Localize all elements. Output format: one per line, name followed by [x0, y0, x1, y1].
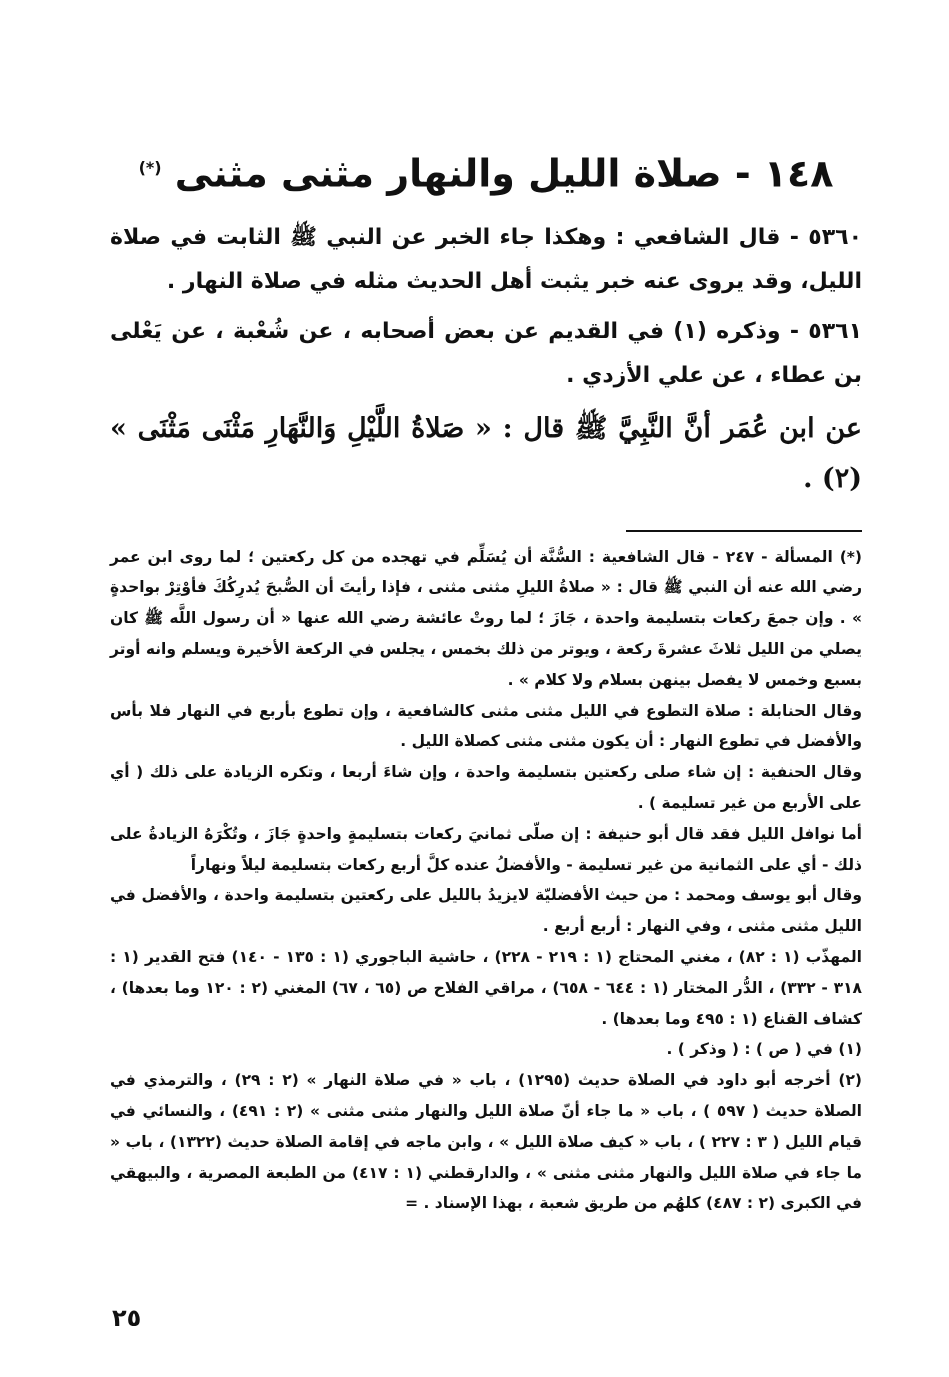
hadith-text: عن ابن عُمَر أنَّ النَّبِيَّ ﷺ قال : « صَلاةُ اللَّيْلِ وَالنَّهَارِ مَثْنَى مَثْنَى » (٢) . — [110, 412, 862, 494]
section-heading — [110, 140, 862, 202]
page-content — [110, 140, 862, 1219]
footnote-masala: (*) المسألة - ٢٤٧ - قال الشافعية : السُّنَّة أن يُسَلِّم في تهجده من كل ركعتين ؛ لما روى ابن عمر رضي الله عنه أن النبي ﷺ قال : « صلاةُ الليلِ مثنى مثنى ، فإذا رأيتَ أن الصُّبحَ يُدرِكُكَ فأوْتِرْ بواحدةٍ » . وإن جمعَ ركعات بتسليمة واحدة ، جَازَ ؛ لما روتْ عائشة رضي الله عنها « أن رسول اللَّه ﷺ كان يصلي من الليل ثلاثَ عشرةَ ركعة ، ويوتر من ذلك بخمس ، يجلس في الركعة الأخيرة ويسلم وانه أوتر بسبع وخمس لا يفصل بينهن بسلام ولا كلام » . — [110, 547, 862, 689]
paragraph-5361: ٥٣٦١ - وذكره (١) في القديم عن بعض أصحابه ، عن شُعْبة ، عن يَعْلى بن عطاء ، عن علي الأزدي . — [110, 318, 862, 388]
footnote-abu-yusuf: وقال أبو يوسف ومحمد : من حيث الأفضليّة لايزيدُ بالليل على ركعتين بتسليمة واحدة ، والأفضل في الليل مثنى مثنى ، وفي النهار : أربع أربع . — [110, 886, 862, 936]
paragraph-5360: ٥٣٦٠ - قال الشافعي : وهكذا جاء الخبر عن النبي ﷺ الثابت في صلاة الليل، وقد يروى عنه خبر يثبت أهل الحديث مثله في صلاة النهار . — [110, 224, 862, 294]
heading-marker: (*) — [138, 158, 162, 177]
footnote-hanabila: وقال الحنابلة : صلاة التطوع في الليل مثنى مثنى كالشافعية ، وإن تطوع بأربع في النهار فلا بأس والأفضل في تطوع النهار : أن يكون مثنى مثنى كصلاة الليل . — [110, 701, 862, 751]
footnote-hanafiya: وقال الحنفية : إن شاء صلى ركعتين بتسليمة واحدة ، وإن شاءَ أربعا ، وتكره الزيادة على ذلك ( أي على الأربع من غير تسليمة ) . — [110, 763, 862, 813]
footnote-abu-hanifa: أما نوافل الليل فقد قال أبو حنيفة : إن صلّى ثمانيَ ركعات بتسليمةٍ واحدةٍ جَازَ ، وتُكْرَهُ الزيادةُ على ذلك - أي على الثمانية من غير تسليمة - والأفضلُ عنده كلَّ أربع ركعات بتسليمة ليلاً ونهاراً — [110, 824, 862, 874]
page-number: ٢٥ — [112, 1304, 142, 1332]
heading-text: ١٤٨ - صلاة الليل والنهار مثنى مثنى — [174, 151, 834, 196]
footnote-references: المهذّب (١ : ٨٢) ، مغني المحتاج (١ : ٢١٩ - ٢٢٨) ، حاشية الباجوري (١ : ١٣٥ - ١٤٠) فتح القدير (١ : ٣١٨ - ٣٣٢) ، الدُّر المختار (١ : ٦٤٤ - ٦٥٨) ، مراقي الفلاح ص (٦٥ ، ٦٧) المغني (٢ : ١٢٠ وما بعدها) ، كشاف القناع (١ : ٤٩٥ وما بعدها) . — [110, 948, 862, 1028]
footnote-divider — [626, 530, 862, 532]
footnote-1: (١) في ( ص ) : ( وذكر ) . — [666, 1040, 862, 1059]
footnote-2: (٢) أخرجه أبو داود في الصلاة حديث (١٢٩٥) ، باب « في صلاة النهار » (٢ : ٢٩) ، والترمذي في الصلاة حديث ( ٥٩٧ ) ، باب « ما جاء أنّ صلاة الليل والنهار مثنى مثنى » (٢ : ٤٩١) ، والنسائي في قيام الليل ( ٣ : ٢٢٧ ) ، باب « كيف صلاة الليل » ، وابن ماجه في إقامة الصلاة حديث (١٣٢٢) ، باب « ما جاء في صلاة الليل والنهار مثنى مثنى » ، والدارقطني (١ : ٤١٧) من الطبعة المصرية ، والبيهقي في الكبرى (٢ : ٤٨٧) كلهُم من طريق شعبة ، بهذا الإسناد . = — [110, 1071, 863, 1213]
